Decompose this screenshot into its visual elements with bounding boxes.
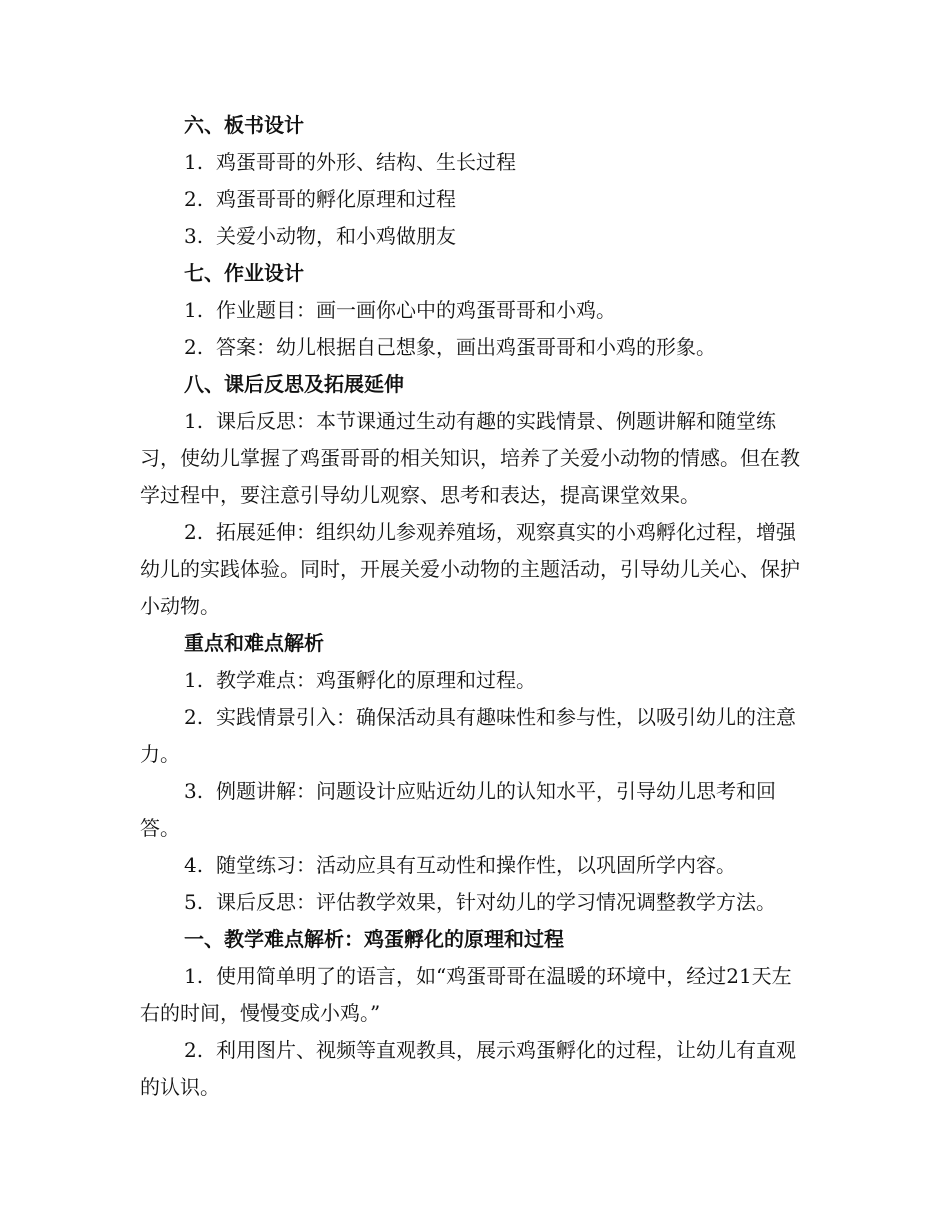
list-item-text: 答案：幼儿根据自己想象，画出鸡蛋哥哥和小鸡的形象。 <box>216 335 716 359</box>
list-item <box>140 1032 810 1106</box>
list-item <box>140 773 810 847</box>
list-item <box>140 292 810 329</box>
list-item-number: 2. <box>184 187 204 211</box>
list-item-number: 1. <box>184 150 204 174</box>
list-item-number: 2. <box>184 520 204 544</box>
list-item-text: 关爱小动物，和小鸡做朋友 <box>216 224 456 248</box>
list-item <box>140 514 810 625</box>
list-item-number: 5. <box>184 890 204 914</box>
list-item-number: 4. <box>184 853 204 877</box>
list-item <box>140 699 810 773</box>
list-item <box>140 403 810 514</box>
section-heading-difficulty-analysis: 一、教学难点解析：鸡蛋孵化的原理和过程 <box>184 927 564 951</box>
list-item-number: 3. <box>184 779 204 803</box>
list-item-number: 1. <box>184 409 204 433</box>
list-item <box>140 884 810 921</box>
list-item <box>140 329 810 366</box>
list-item <box>140 958 810 1032</box>
document-body <box>140 107 810 1106</box>
list-item-number: 1. <box>184 964 204 988</box>
list-item-text: 实践情景引入：确保活动具有趣味性和参与性，以吸引幼儿的注意力。 <box>140 705 796 766</box>
section-heading-reflection: 八、课后反思及拓展延伸 <box>184 372 404 396</box>
list-item <box>140 847 810 884</box>
list-item <box>140 144 810 181</box>
list-item <box>140 218 810 255</box>
list-item-text: 拓展延伸：组织幼儿参观养殖场，观察真实的小鸡孵化过程，增强幼儿的实践体验。同时，开展关爱小动物的主题活动，引导幼儿关心、保护小动物。 <box>140 520 800 618</box>
list-item-number: 3. <box>184 224 204 248</box>
section-heading-key-points: 重点和难点解析 <box>184 631 324 655</box>
list-item-text: 利用图片、视频等直观教具，展示鸡蛋孵化的过程，让幼儿有直观的认识。 <box>140 1038 796 1099</box>
list-item-text: 鸡蛋哥哥的孵化原理和过程 <box>216 187 456 211</box>
list-item-text: 作业题目：画一画你心中的鸡蛋哥哥和小鸡。 <box>216 298 616 322</box>
list-item-text: 使用简单明了的语言，如“鸡蛋哥哥在温暖的环境中，经过21天左右的时间，慢慢变成小鸡。” <box>140 964 792 1025</box>
list-item-number: 2. <box>184 335 204 359</box>
section-heading-homework: 七、作业设计 <box>184 261 304 285</box>
list-item-text: 随堂练习：活动应具有互动性和操作性，以巩固所学内容。 <box>216 853 736 877</box>
list-item-number: 2. <box>184 1038 204 1062</box>
list-item <box>140 662 810 699</box>
list-item-text: 教学难点：鸡蛋孵化的原理和过程。 <box>216 668 536 692</box>
list-item-text: 课后反思：本节课通过生动有趣的实践情景、例题讲解和随堂练习，使幼儿掌握了鸡蛋哥哥的相关知识，培养了关爱小动物的情感。但在教学过程中，要注意引导幼儿观察、思考和表达，提高课堂效果。 <box>140 409 800 507</box>
list-item-number: 2. <box>184 705 204 729</box>
list-item-text: 例题讲解：问题设计应贴近幼儿的认知水平，引导幼儿思考和回答。 <box>140 779 776 840</box>
list-item-text: 鸡蛋哥哥的外形、结构、生长过程 <box>216 150 516 174</box>
list-item-number: 1. <box>184 298 204 322</box>
list-item-number: 1. <box>184 668 204 692</box>
list-item-text: 课后反思：评估教学效果，针对幼儿的学习情况调整教学方法。 <box>216 890 776 914</box>
section-heading-board-design: 六、板书设计 <box>184 113 304 137</box>
list-item <box>140 181 810 218</box>
